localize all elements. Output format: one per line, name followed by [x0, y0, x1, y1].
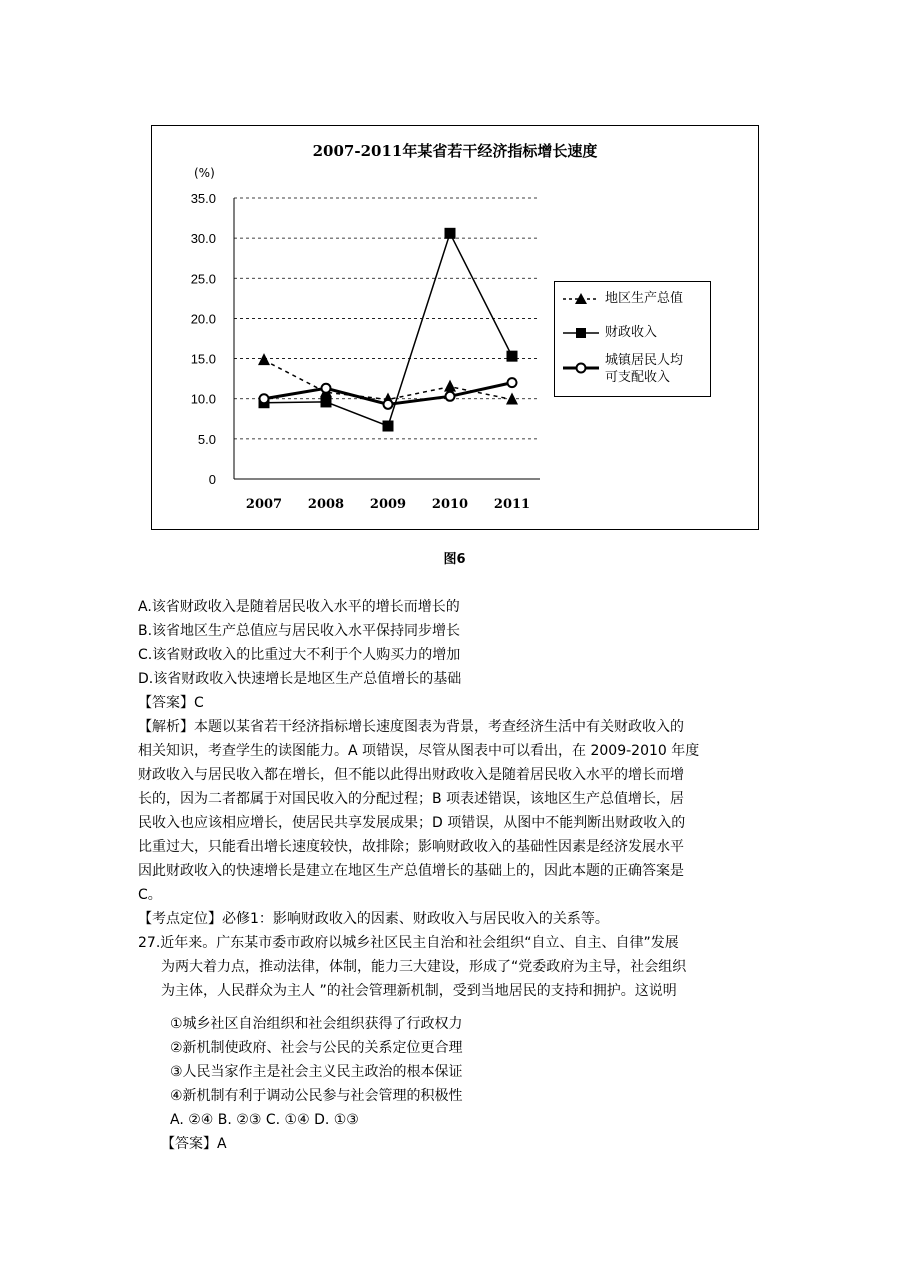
point-fiscal [507, 351, 518, 362]
legend-label-gdp: 地区生产总值 [605, 291, 684, 306]
analysis-line: 民收入也应该相应增长，使居民共享发展成果；D 项错误，从图中不能判断出财政收入的 [138, 815, 686, 831]
analysis-line: 因此财政收入的快速增长是建立在地区生产总值增长的基础上的，因此本题的正确答案是 [138, 863, 684, 879]
point-gdp [258, 353, 270, 365]
y-tick-label: 20.0 [190, 311, 216, 327]
y-tick-label: 25.0 [190, 271, 216, 287]
legend-label-income-line1: 城镇居民人均 [605, 353, 684, 368]
x-tick-label: 2010 [431, 497, 469, 512]
y-axis-unit: (%) [194, 166, 215, 180]
question-27-line: 为主体，人民群众为主人 ”的社会管理新机制，受到当地居民的支持和拥护。这说明 [161, 983, 677, 999]
q27-item-2: ②新机制使政府、社会与公民的关系定位更合理 [170, 1040, 463, 1056]
analysis-line: 【解析】本题以某省若干经济指标增长速度图表为背景，考查经济生活中有关财政收入的 [138, 719, 684, 735]
legend-symbol-fiscal [561, 326, 601, 340]
point-income [260, 394, 269, 403]
legend-label-income-line2: 可支配收入 [605, 370, 671, 385]
analysis-line: 比重过大，只能看出增长速度较快，故排除；影响财政收入的基础性因素是经济发展水平 [138, 839, 684, 855]
figure-caption: 图6 [443, 552, 466, 567]
point-income [446, 392, 455, 401]
option-d: D.该省财政收入快速增长是地区生产总值增长的基础 [138, 671, 462, 687]
answer-1: 【答案】C [138, 695, 204, 711]
point-fiscal [383, 421, 394, 432]
analysis-line: 财政收入与居民收入都在增长，但不能以此得出财政收入是随着居民收入水平的增长而增 [138, 767, 684, 783]
y-tick-label: 0 [208, 472, 216, 487]
x-tick-label: 2009 [369, 497, 407, 512]
chart-container [151, 125, 759, 530]
point-income [508, 378, 517, 387]
q27-item-3: ③人民当家作主是社会主义民主政治的根本保证 [170, 1064, 463, 1080]
legend-label-fiscal: 财政收入 [605, 325, 658, 340]
y-tick-label: 30.0 [190, 231, 216, 247]
chart-legend [554, 281, 711, 397]
q27-choices: A. ②④ B. ②③ C. ①④ D. ①③ [170, 1112, 359, 1128]
point-income [384, 400, 393, 409]
answer-2: 【答案】A [161, 1136, 227, 1152]
option-c: C.该省财政收入的比重过大不利于个人购买力的增加 [138, 647, 461, 663]
q27-item-1: ①城乡社区自治组织和社会组织获得了行政权力 [170, 1016, 463, 1032]
y-tick-label: 15.0 [190, 351, 216, 367]
chart-title: 2007-2011年某省若干经济指标增长速度 [312, 142, 598, 160]
x-tick-label: 2008 [307, 497, 345, 512]
point-income [322, 384, 331, 393]
legend-symbol-income [561, 361, 601, 375]
y-tick-label: 5.0 [197, 431, 216, 447]
analysis-line: 相关知识，考查学生的读图能力。A 项错误，尽管从图表中可以看出，在 2009-2010 年度 [138, 743, 700, 759]
point-fiscal [321, 396, 332, 407]
option-a: A.该省财政收入是随着居民收入水平的增长而增长的 [138, 599, 460, 615]
legend-label-income [605, 352, 683, 386]
point-gdp [444, 380, 456, 392]
analysis-line: C。 [138, 887, 162, 903]
question-27-line: 27.近年来。广东某市委市政府以城乡社区民主自治和社会组织“自立、自主、自律”发展 [138, 935, 679, 951]
x-tick-label: 2011 [493, 497, 531, 512]
y-tick-label: 10.0 [190, 391, 216, 407]
point-fiscal [445, 228, 456, 239]
x-tick-label: 2007 [245, 497, 283, 512]
q27-item-4: ④新机制有利于调动公民参与社会管理的积极性 [170, 1088, 463, 1104]
legend-symbol-gdp [561, 292, 601, 306]
kaodian: 【考点定位】必修1：影响财政收入的因素、财政收入与居民收入的关系等。 [138, 911, 609, 927]
question-27-line: 为两大着力点，推动法律，体制，能力三大建设，形成了“党委政府为主导，社会组织 [161, 959, 687, 975]
option-b: B.该省地区生产总值应与居民收入水平保持同步增长 [138, 623, 461, 639]
y-tick-label: 35.0 [190, 191, 216, 206]
analysis-line: 长的，因为二者都属于对国民收入的分配过程；B 项表述错误，该地区生产总值增长，居 [138, 791, 685, 807]
